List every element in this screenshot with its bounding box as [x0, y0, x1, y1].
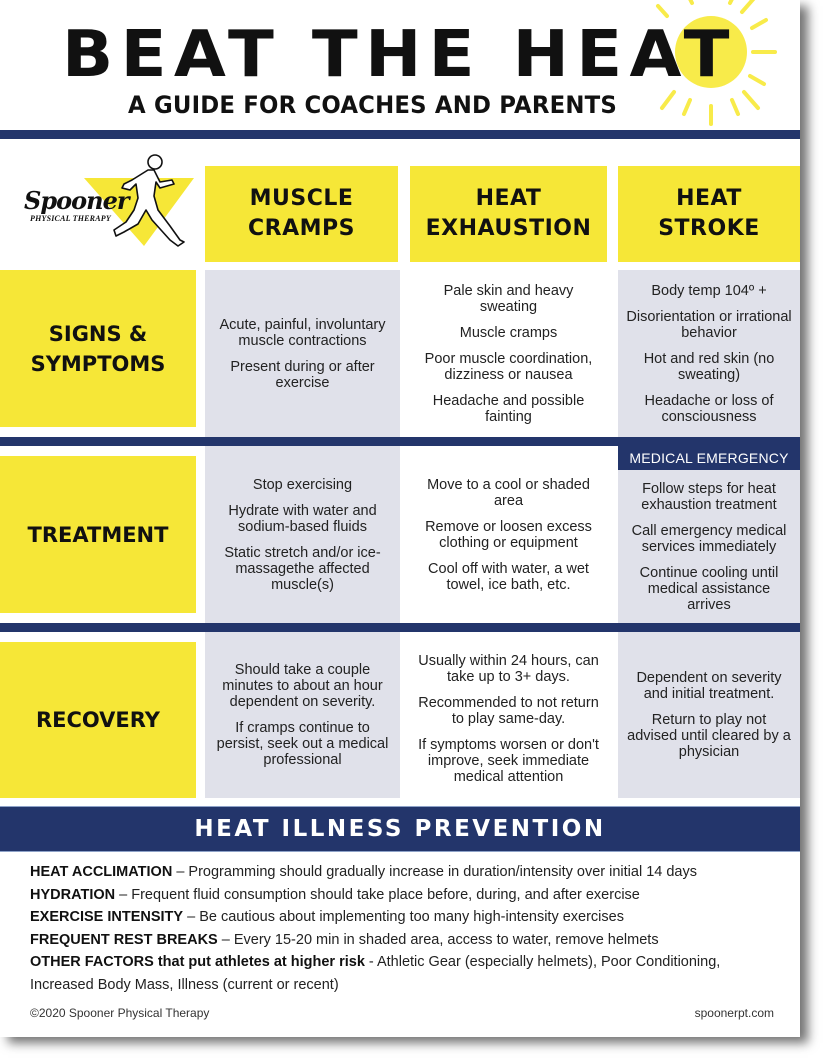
- page-subtitle: A GUIDE FOR COACHES AND PARENTS: [128, 91, 618, 119]
- cell-text: Usually within 24 hours, can take up to 3+ days.: [418, 653, 599, 685]
- column-header-line: HEAT: [475, 186, 542, 211]
- prevention-text: Increased Body Mass, Illness (current or recent): [30, 976, 339, 993]
- cell-text: Dependent on severity and initial treatment.: [636, 670, 782, 702]
- prevention-item: [30, 884, 790, 907]
- column-header-heat-stroke: [618, 166, 800, 262]
- prevention-item: [30, 974, 790, 997]
- spooner-logo: [20, 152, 200, 256]
- prevention-term: HYDRATION: [30, 886, 116, 903]
- copyright: ©2020 Spooner Physical Therapy: [30, 1006, 210, 1020]
- cell-treatment-muscle-cramps: [205, 446, 400, 623]
- column-header-line: STROKE: [658, 216, 760, 241]
- cell-text: Muscle cramps: [459, 324, 558, 341]
- cell-text: Call emergency medical services immediately: [631, 522, 787, 555]
- cell-recovery-muscle-cramps: [205, 632, 400, 798]
- cell-text: Return to play not advised until cleared by a physician: [627, 712, 791, 760]
- column-header-muscle-cramps: [205, 166, 398, 262]
- cell-text: Body temp 104º +: [651, 282, 767, 299]
- cell-text: Recommended to not return to play same-day.: [418, 695, 599, 727]
- prevention-text: – Frequent fluid consumption should take place before, during, and after exercise: [115, 886, 640, 903]
- cell-signs-heat-exhaustion: [410, 270, 607, 437]
- row-header-signs-symptoms: [0, 270, 196, 427]
- column-header-line: HEAT: [676, 186, 742, 211]
- row-divider: [0, 437, 800, 446]
- row-header-recovery: [0, 642, 196, 798]
- logo-tagline: PHYSICAL THERAPY: [30, 214, 111, 223]
- cell-text: Cool off with water, a wet towel, ice bath, etc.: [428, 560, 589, 593]
- prevention-item: [30, 951, 790, 974]
- column-header-line: EXHAUSTION: [425, 216, 592, 241]
- cell-text: Headache and possible fainting: [432, 392, 585, 425]
- row-header-treatment: [0, 456, 196, 613]
- cell-text: Follow steps for heat exhaustion treatment: [641, 480, 777, 513]
- prevention-list: [30, 861, 790, 996]
- cell-text: If symptoms worsen or don't improve, seek immediate medical attention: [418, 737, 599, 785]
- cell-signs-muscle-cramps: [205, 270, 400, 437]
- prevention-term: EXERCISE INTENSITY: [30, 909, 184, 925]
- page-title: BEAT THE HEAT: [62, 18, 737, 92]
- prevention-term: FREQUENT REST BREAKS: [30, 931, 218, 948]
- cell-text: Pale skin and heavy sweating: [443, 282, 574, 315]
- prevention-item: [30, 906, 790, 929]
- prevention-item: [30, 861, 790, 884]
- medical-emergency-badge: MEDICAL EMERGENCY: [618, 446, 800, 470]
- cell-text: Poor muscle coordination, dizziness or nausea: [424, 350, 593, 383]
- cell-text: Disorientation or irrational behavior: [626, 308, 792, 341]
- row-header-line: RECOVERY: [35, 708, 161, 732]
- column-header-line: CRAMPS: [248, 216, 355, 241]
- cell-text: Static stretch and/or ice-massagethe affected muscle(s): [224, 544, 381, 593]
- row-divider: [0, 623, 800, 632]
- cell-text: Remove or loosen excess clothing or equipment: [425, 518, 592, 551]
- cell-recovery-heat-exhaustion: [410, 632, 607, 806]
- cell-signs-heat-stroke: [618, 270, 800, 437]
- prevention-term: OTHER FACTORS that put athletes at higher risk: [30, 954, 365, 970]
- logo-name: Spooner: [24, 186, 129, 215]
- prevention-banner: HEAT ILLNESS PREVENTION: [0, 806, 800, 852]
- cell-text: Hot and red skin (no sweating): [643, 350, 775, 383]
- cell-text: Move to a cool or shaded area: [427, 476, 590, 509]
- prevention-text: – Every 15-20 min in shaded area, access to water, remove helmets: [217, 931, 659, 948]
- cell-text: Present during or after exercise: [230, 358, 375, 391]
- cell-recovery-heat-stroke: [618, 632, 800, 798]
- prevention-text: - Athletic Gear (especially helmets), Poor Conditioning,: [364, 954, 721, 970]
- row-header-line: SIGNS &: [48, 321, 148, 346]
- column-header-line: MUSCLE: [249, 186, 354, 211]
- column-header-heat-exhaustion: [410, 166, 607, 262]
- cell-treatment-heat-stroke: [618, 470, 800, 623]
- row-header-line: TREATMENT: [27, 522, 169, 547]
- prevention-item: [30, 929, 790, 952]
- website-link[interactable]: spoonerpt.com: [694, 1006, 774, 1020]
- prevention-text: – Programming should gradually increase in duration/intensity over initial 14 days: [172, 864, 697, 880]
- cell-text: Acute, painful, involuntary muscle contractions: [219, 316, 386, 349]
- cell-text: Stop exercising: [252, 476, 353, 493]
- prevention-term: HEAT ACCLIMATION: [30, 864, 173, 880]
- prevention-text: – Be cautious about implementing too many high-intensity exercises: [183, 909, 624, 925]
- cell-text: Continue cooling until medical assistance arrives: [639, 564, 779, 613]
- cell-treatment-heat-exhaustion: [410, 446, 607, 623]
- header-divider: [0, 130, 800, 139]
- cell-text: Should take a couple minutes to about an hour dependent on severity.: [222, 662, 383, 710]
- cell-text: If cramps continue to persist, seek out a medical professional: [216, 720, 389, 768]
- cell-text: Headache or loss of consciousness: [644, 392, 774, 425]
- cell-text: Hydrate with water and sodium-based fluids: [228, 502, 377, 535]
- row-header-line: SYMPTOMS: [30, 351, 166, 376]
